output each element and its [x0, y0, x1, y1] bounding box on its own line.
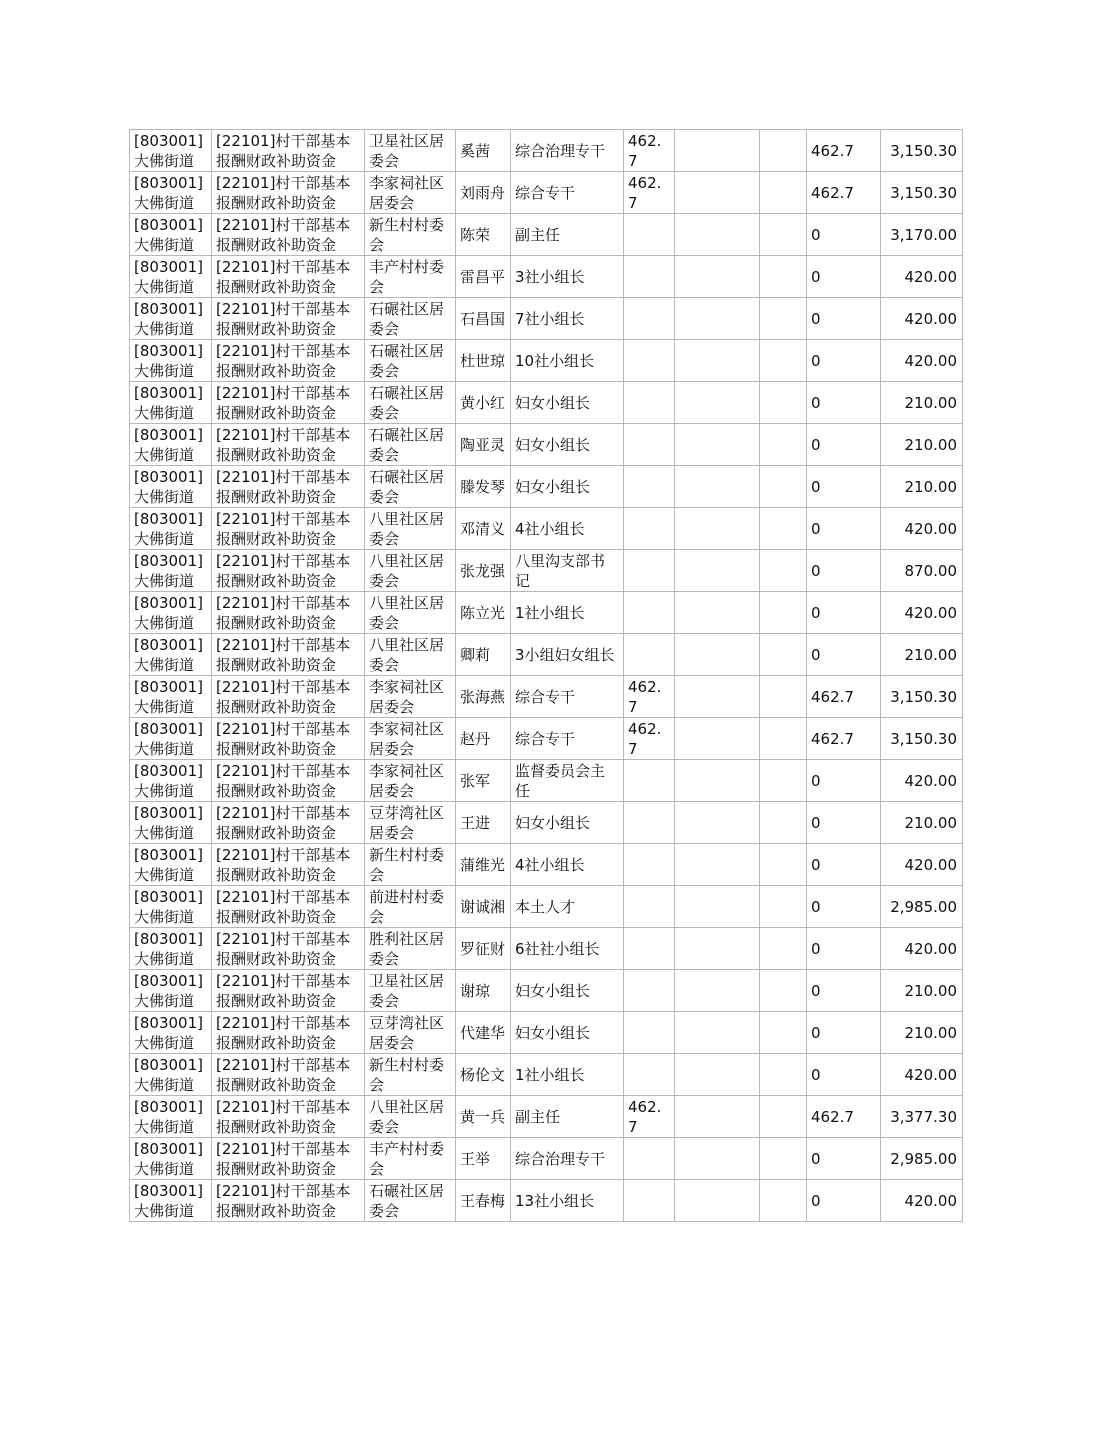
table-row [130, 844, 963, 886]
cell-amount-d: 0 [807, 802, 881, 844]
cell-fund-category: [22101]村干部基本报酬财政补助资金 [212, 508, 365, 550]
cell-fund-category: [22101]村干部基本报酬财政补助资金 [212, 214, 365, 256]
cell-amount-b [675, 466, 760, 508]
cell-amount-a: 462.7 [624, 172, 675, 214]
cell-fund-category: [22101]村干部基本报酬财政补助资金 [212, 340, 365, 382]
cell-amount-b [675, 256, 760, 298]
cell-amount-c [760, 634, 807, 676]
cell-amount-d: 0 [807, 760, 881, 802]
cell-total: 420.00 [881, 928, 963, 970]
cell-position: 10社小组长 [511, 340, 624, 382]
cell-unit: [803001]大佛街道 [130, 928, 212, 970]
cell-position: 综合治理专干 [511, 1138, 624, 1180]
cell-total: 420.00 [881, 340, 963, 382]
cell-total: 3,150.30 [881, 172, 963, 214]
cell-fund-category: [22101]村干部基本报酬财政补助资金 [212, 1012, 365, 1054]
cell-person-name: 卿莉 [456, 634, 511, 676]
cell-unit: [803001]大佛街道 [130, 1012, 212, 1054]
table-row [130, 508, 963, 550]
cell-fund-category: [22101]村干部基本报酬财政补助资金 [212, 1138, 365, 1180]
cell-unit: [803001]大佛街道 [130, 634, 212, 676]
cell-position: 副主任 [511, 1096, 624, 1138]
cell-person-name: 谢诚湘 [456, 886, 511, 928]
cell-amount-c [760, 802, 807, 844]
cell-unit: [803001]大佛街道 [130, 676, 212, 718]
cell-organization: 新生村村委会 [365, 214, 456, 256]
cell-amount-d: 0 [807, 508, 881, 550]
cell-organization: 卫星社区居委会 [365, 970, 456, 1012]
cell-fund-category: [22101]村干部基本报酬财政补助资金 [212, 970, 365, 1012]
cell-total: 420.00 [881, 256, 963, 298]
cell-position: 妇女小组长 [511, 424, 624, 466]
cell-amount-d: 0 [807, 1012, 881, 1054]
cell-person-name: 王举 [456, 1138, 511, 1180]
cell-fund-category: [22101]村干部基本报酬财政补助资金 [212, 382, 365, 424]
cell-position: 综合专干 [511, 172, 624, 214]
cell-organization: 石碾社区居委会 [365, 466, 456, 508]
table-row [130, 1180, 963, 1222]
cell-amount-b [675, 382, 760, 424]
cell-fund-category: [22101]村干部基本报酬财政补助资金 [212, 172, 365, 214]
cell-amount-a [624, 466, 675, 508]
cell-unit: [803001]大佛街道 [130, 130, 212, 172]
cell-amount-b [675, 172, 760, 214]
cell-amount-b [675, 1180, 760, 1222]
cell-total: 420.00 [881, 844, 963, 886]
cell-amount-a: 462.7 [624, 676, 675, 718]
cell-position: 4社小组长 [511, 844, 624, 886]
cell-organization: 前进村村委会 [365, 886, 456, 928]
cell-amount-a [624, 886, 675, 928]
cell-amount-b [675, 592, 760, 634]
cell-amount-b [675, 424, 760, 466]
cell-amount-a [624, 298, 675, 340]
cell-amount-d: 462.7 [807, 172, 881, 214]
cell-total: 420.00 [881, 1180, 963, 1222]
cell-amount-b [675, 214, 760, 256]
cell-person-name: 王进 [456, 802, 511, 844]
cell-amount-c [760, 760, 807, 802]
cell-amount-c [760, 424, 807, 466]
cell-organization: 八里社区居委会 [365, 634, 456, 676]
table-row [130, 970, 963, 1012]
cell-person-name: 张军 [456, 760, 511, 802]
cell-person-name: 蒲维光 [456, 844, 511, 886]
cell-amount-a: 462.7 [624, 130, 675, 172]
cell-organization: 李家祠社区居委会 [365, 760, 456, 802]
cell-amount-a [624, 760, 675, 802]
cell-amount-d: 0 [807, 634, 881, 676]
cell-fund-category: [22101]村干部基本报酬财政补助资金 [212, 718, 365, 760]
cell-organization: 豆芽湾社区居委会 [365, 802, 456, 844]
cell-person-name: 张龙强 [456, 550, 511, 592]
cell-total: 210.00 [881, 382, 963, 424]
cell-fund-category: [22101]村干部基本报酬财政补助资金 [212, 1054, 365, 1096]
cell-organization: 卫星社区居委会 [365, 130, 456, 172]
cell-amount-d: 0 [807, 886, 881, 928]
cell-total: 420.00 [881, 1054, 963, 1096]
cell-fund-category: [22101]村干部基本报酬财政补助资金 [212, 760, 365, 802]
cell-amount-b [675, 928, 760, 970]
cell-unit: [803001]大佛街道 [130, 382, 212, 424]
cell-fund-category: [22101]村干部基本报酬财政补助资金 [212, 844, 365, 886]
table-row [130, 760, 963, 802]
cell-amount-c [760, 466, 807, 508]
cell-amount-a [624, 592, 675, 634]
cell-unit: [803001]大佛街道 [130, 760, 212, 802]
table-row [130, 1054, 963, 1096]
cell-person-name: 赵丹 [456, 718, 511, 760]
cell-organization: 石碾社区居委会 [365, 424, 456, 466]
table-row [130, 592, 963, 634]
cell-amount-b [675, 1054, 760, 1096]
table-row [130, 886, 963, 928]
cell-unit: [803001]大佛街道 [130, 1096, 212, 1138]
cell-unit: [803001]大佛街道 [130, 172, 212, 214]
cell-total: 870.00 [881, 550, 963, 592]
cell-total: 420.00 [881, 760, 963, 802]
cell-amount-c [760, 550, 807, 592]
cell-amount-d: 0 [807, 970, 881, 1012]
cell-amount-c [760, 676, 807, 718]
cell-organization: 丰产村村委会 [365, 256, 456, 298]
cell-position: 副主任 [511, 214, 624, 256]
cell-amount-d: 0 [807, 1180, 881, 1222]
cell-person-name: 黄小红 [456, 382, 511, 424]
cell-amount-c [760, 844, 807, 886]
cell-total: 3,150.30 [881, 718, 963, 760]
table-row [130, 802, 963, 844]
cell-amount-d: 462.7 [807, 676, 881, 718]
cell-amount-a [624, 508, 675, 550]
cell-amount-c [760, 508, 807, 550]
cell-unit: [803001]大佛街道 [130, 466, 212, 508]
cell-person-name: 罗征财 [456, 928, 511, 970]
cell-amount-a [624, 1012, 675, 1054]
cell-amount-b [675, 760, 760, 802]
cell-amount-b [675, 718, 760, 760]
cell-organization: 李家祠社区居委会 [365, 676, 456, 718]
cell-total: 210.00 [881, 970, 963, 1012]
cell-organization: 八里社区居委会 [365, 508, 456, 550]
table-row [130, 928, 963, 970]
cell-fund-category: [22101]村干部基本报酬财政补助资金 [212, 466, 365, 508]
cell-position: 13社小组长 [511, 1180, 624, 1222]
cell-fund-category: [22101]村干部基本报酬财政补助资金 [212, 886, 365, 928]
cell-position: 7社小组长 [511, 298, 624, 340]
cell-position: 妇女小组长 [511, 1012, 624, 1054]
cell-amount-d: 0 [807, 928, 881, 970]
cell-amount-a [624, 928, 675, 970]
cell-unit: [803001]大佛街道 [130, 298, 212, 340]
cell-amount-b [675, 130, 760, 172]
cell-amount-b [675, 676, 760, 718]
cell-amount-a: 462.7 [624, 1096, 675, 1138]
cell-amount-a [624, 634, 675, 676]
cell-fund-category: [22101]村干部基本报酬财政补助资金 [212, 256, 365, 298]
cell-amount-b [675, 802, 760, 844]
cell-amount-d: 0 [807, 1054, 881, 1096]
cell-person-name: 张海燕 [456, 676, 511, 718]
cell-amount-d: 0 [807, 340, 881, 382]
cell-amount-c [760, 718, 807, 760]
table-row [130, 1138, 963, 1180]
cell-total: 210.00 [881, 466, 963, 508]
cell-amount-a [624, 802, 675, 844]
cell-fund-category: [22101]村干部基本报酬财政补助资金 [212, 298, 365, 340]
table-row [130, 256, 963, 298]
table-row [130, 424, 963, 466]
table-row [130, 340, 963, 382]
cell-unit: [803001]大佛街道 [130, 1180, 212, 1222]
cell-person-name: 杨伦文 [456, 1054, 511, 1096]
cell-fund-category: [22101]村干部基本报酬财政补助资金 [212, 676, 365, 718]
cell-amount-a [624, 214, 675, 256]
cell-unit: [803001]大佛街道 [130, 592, 212, 634]
cell-amount-c [760, 1012, 807, 1054]
cell-unit: [803001]大佛街道 [130, 508, 212, 550]
cell-position: 妇女小组长 [511, 466, 624, 508]
cell-total: 2,985.00 [881, 1138, 963, 1180]
cell-total: 3,377.30 [881, 1096, 963, 1138]
cell-amount-b [675, 970, 760, 1012]
cell-position: 1社小组长 [511, 592, 624, 634]
cell-organization: 丰产村村委会 [365, 1138, 456, 1180]
cell-unit: [803001]大佛街道 [130, 214, 212, 256]
cell-amount-c [760, 172, 807, 214]
cell-position: 4社小组长 [511, 508, 624, 550]
table-row [130, 130, 963, 172]
cell-amount-c [760, 382, 807, 424]
cell-organization: 石碾社区居委会 [365, 1180, 456, 1222]
table-row [130, 172, 963, 214]
table-row [130, 634, 963, 676]
cell-organization: 八里社区居委会 [365, 550, 456, 592]
cell-amount-c [760, 130, 807, 172]
cell-total: 420.00 [881, 592, 963, 634]
cell-amount-a [624, 256, 675, 298]
cell-position: 本土人才 [511, 886, 624, 928]
cell-fund-category: [22101]村干部基本报酬财政补助资金 [212, 634, 365, 676]
cell-total: 210.00 [881, 634, 963, 676]
table-row [130, 214, 963, 256]
cell-amount-b [675, 844, 760, 886]
cell-organization: 胜利社区居委会 [365, 928, 456, 970]
cell-amount-a [624, 550, 675, 592]
cell-position: 综合专干 [511, 718, 624, 760]
cell-amount-a [624, 382, 675, 424]
table-row [130, 1096, 963, 1138]
cell-total: 3,150.30 [881, 676, 963, 718]
cell-amount-d: 462.7 [807, 718, 881, 760]
cell-amount-c [760, 1138, 807, 1180]
cell-unit: [803001]大佛街道 [130, 802, 212, 844]
cell-organization: 豆芽湾社区居委会 [365, 1012, 456, 1054]
table-row [130, 718, 963, 760]
cell-person-name: 奚茜 [456, 130, 511, 172]
cell-organization: 新生村村委会 [365, 844, 456, 886]
cell-total: 210.00 [881, 424, 963, 466]
cell-amount-c [760, 592, 807, 634]
cell-amount-d: 0 [807, 466, 881, 508]
cell-person-name: 邓清义 [456, 508, 511, 550]
cell-person-name: 雷昌平 [456, 256, 511, 298]
cell-fund-category: [22101]村干部基本报酬财政补助资金 [212, 1180, 365, 1222]
table-row [130, 550, 963, 592]
cell-fund-category: [22101]村干部基本报酬财政补助资金 [212, 130, 365, 172]
cell-amount-b [675, 886, 760, 928]
cell-unit: [803001]大佛街道 [130, 970, 212, 1012]
cell-amount-d: 0 [807, 214, 881, 256]
cell-organization: 八里社区居委会 [365, 592, 456, 634]
cell-amount-d: 0 [807, 298, 881, 340]
cell-total: 420.00 [881, 508, 963, 550]
cell-amount-a [624, 1180, 675, 1222]
cell-fund-category: [22101]村干部基本报酬财政补助资金 [212, 424, 365, 466]
table-row [130, 466, 963, 508]
cell-amount-c [760, 256, 807, 298]
cell-person-name: 陈立光 [456, 592, 511, 634]
cell-amount-d: 0 [807, 424, 881, 466]
cell-fund-category: [22101]村干部基本报酬财政补助资金 [212, 802, 365, 844]
cell-person-name: 代建华 [456, 1012, 511, 1054]
cell-position: 综合专干 [511, 676, 624, 718]
cell-amount-d: 0 [807, 550, 881, 592]
cell-organization: 李家祠社区居委会 [365, 172, 456, 214]
cell-amount-c [760, 298, 807, 340]
table-row [130, 676, 963, 718]
cell-amount-d: 462.7 [807, 130, 881, 172]
cell-position: 监督委员会主任 [511, 760, 624, 802]
cell-unit: [803001]大佛街道 [130, 256, 212, 298]
cell-organization: 石碾社区居委会 [365, 298, 456, 340]
cell-amount-a [624, 970, 675, 1012]
cell-organization: 石碾社区居委会 [365, 340, 456, 382]
cell-position: 综合治理专干 [511, 130, 624, 172]
table-row [130, 298, 963, 340]
cell-person-name: 杜世琼 [456, 340, 511, 382]
cell-position: 妇女小组长 [511, 802, 624, 844]
table-row [130, 1012, 963, 1054]
cell-fund-category: [22101]村干部基本报酬财政补助资金 [212, 550, 365, 592]
cell-organization: 新生村村委会 [365, 1054, 456, 1096]
payment-table [129, 129, 963, 1222]
cell-amount-c [760, 214, 807, 256]
cell-unit: [803001]大佛街道 [130, 424, 212, 466]
cell-amount-d: 0 [807, 256, 881, 298]
cell-fund-category: [22101]村干部基本报酬财政补助资金 [212, 592, 365, 634]
cell-unit: [803001]大佛街道 [130, 844, 212, 886]
cell-amount-a [624, 424, 675, 466]
cell-amount-b [675, 298, 760, 340]
cell-organization: 八里社区居委会 [365, 1096, 456, 1138]
cell-amount-a: 462.7 [624, 718, 675, 760]
cell-position: 6社社小组长 [511, 928, 624, 970]
cell-amount-b [675, 550, 760, 592]
cell-total: 210.00 [881, 802, 963, 844]
cell-amount-c [760, 1180, 807, 1222]
cell-position: 1社小组长 [511, 1054, 624, 1096]
cell-organization: 李家祠社区居委会 [365, 718, 456, 760]
cell-total: 420.00 [881, 298, 963, 340]
cell-unit: [803001]大佛街道 [130, 1054, 212, 1096]
cell-position: 3社小组长 [511, 256, 624, 298]
cell-person-name: 陶亚灵 [456, 424, 511, 466]
cell-person-name: 石昌国 [456, 298, 511, 340]
cell-position: 妇女小组长 [511, 970, 624, 1012]
cell-amount-a [624, 1054, 675, 1096]
cell-fund-category: [22101]村干部基本报酬财政补助资金 [212, 928, 365, 970]
cell-amount-b [675, 508, 760, 550]
cell-unit: [803001]大佛街道 [130, 718, 212, 760]
cell-position: 妇女小组长 [511, 382, 624, 424]
cell-unit: [803001]大佛街道 [130, 886, 212, 928]
cell-person-name: 刘雨舟 [456, 172, 511, 214]
cell-amount-b [675, 1138, 760, 1180]
cell-organization: 石碾社区居委会 [365, 382, 456, 424]
cell-amount-c [760, 970, 807, 1012]
cell-amount-d: 0 [807, 592, 881, 634]
cell-amount-b [675, 340, 760, 382]
cell-person-name: 王春梅 [456, 1180, 511, 1222]
cell-amount-b [675, 1096, 760, 1138]
cell-person-name: 滕发琴 [456, 466, 511, 508]
cell-amount-b [675, 634, 760, 676]
cell-position: 3小组妇女组长 [511, 634, 624, 676]
cell-unit: [803001]大佛街道 [130, 550, 212, 592]
cell-amount-c [760, 1054, 807, 1096]
table-row [130, 382, 963, 424]
cell-amount-d: 462.7 [807, 1096, 881, 1138]
cell-amount-a [624, 340, 675, 382]
cell-amount-b [675, 1012, 760, 1054]
cell-amount-d: 0 [807, 844, 881, 886]
cell-total: 3,150.30 [881, 130, 963, 172]
cell-total: 210.00 [881, 1012, 963, 1054]
cell-total: 2,985.00 [881, 886, 963, 928]
cell-amount-c [760, 928, 807, 970]
cell-position: 八里沟支部书记 [511, 550, 624, 592]
cell-person-name: 谢琼 [456, 970, 511, 1012]
cell-amount-d: 0 [807, 382, 881, 424]
cell-unit: [803001]大佛街道 [130, 340, 212, 382]
cell-amount-c [760, 1096, 807, 1138]
cell-person-name: 陈荣 [456, 214, 511, 256]
cell-amount-a [624, 844, 675, 886]
cell-total: 3,170.00 [881, 214, 963, 256]
cell-fund-category: [22101]村干部基本报酬财政补助资金 [212, 1096, 365, 1138]
cell-amount-a [624, 1138, 675, 1180]
cell-amount-c [760, 340, 807, 382]
cell-amount-d: 0 [807, 1138, 881, 1180]
cell-amount-c [760, 886, 807, 928]
cell-unit: [803001]大佛街道 [130, 1138, 212, 1180]
cell-person-name: 黄一兵 [456, 1096, 511, 1138]
